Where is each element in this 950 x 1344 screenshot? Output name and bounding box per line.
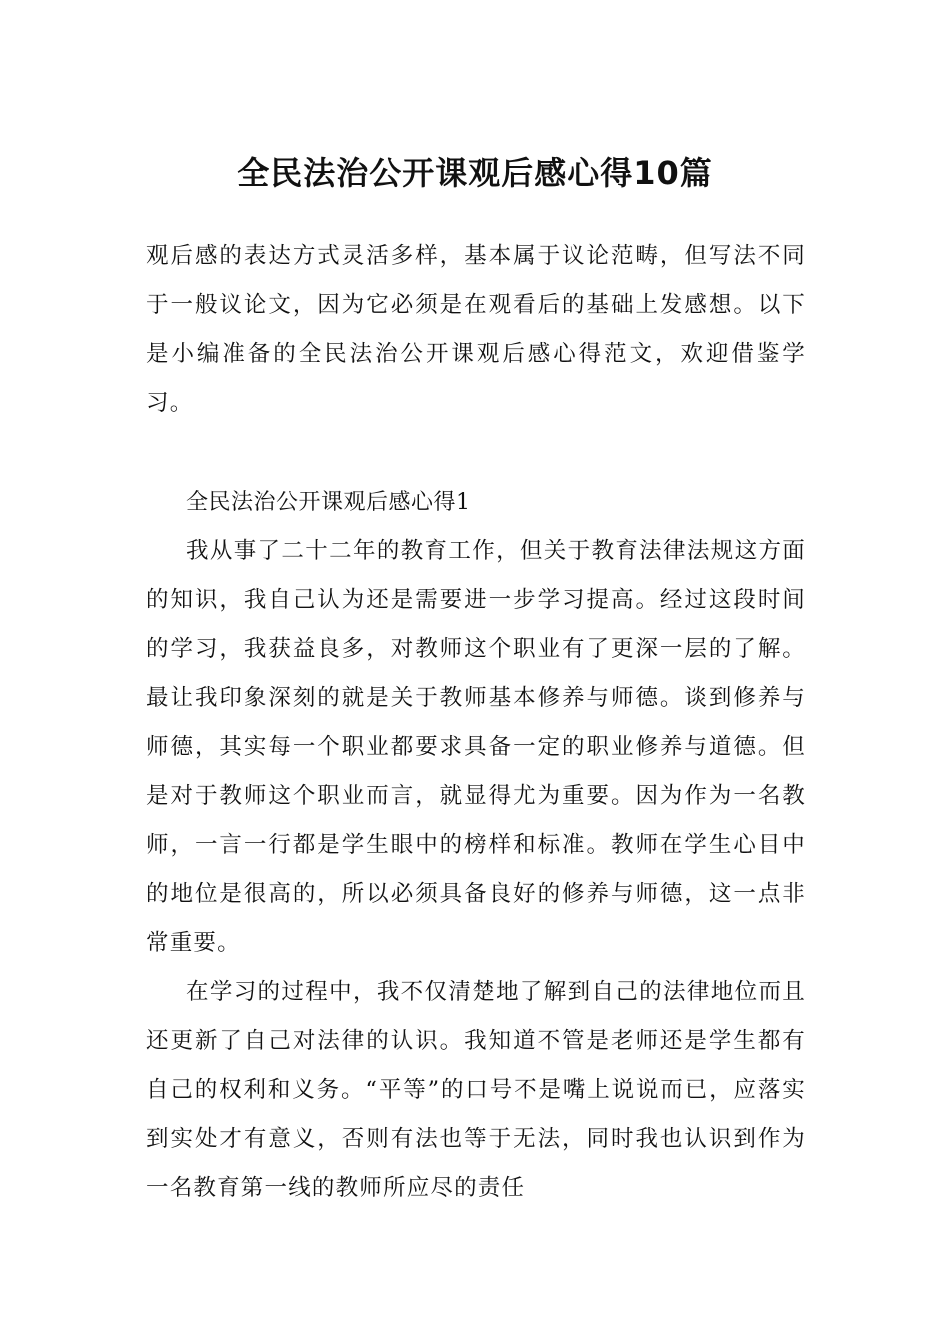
body-paragraph: 在学习的过程中，我不仅清楚地了解到自己的法律地位而且还更新了自己对法律的认识。我知道不管是老师还是学生都有自己的权利和义务。“平等”的口号不是嘴上说说而已，应落实到实处才有意义，否则有法也等于无法，同时我也认识到作为一名教育第一线的教师所应尽的责任: [146, 979, 806, 1201]
section-heading: 全民法治公开课观后感心得1: [186, 490, 471, 515]
intro-paragraph: 观后感的表达方式灵活多样，基本属于议论范畴，但写法不同于一般议论文，因为它必须是在观看后的基础上发感想。以下是小编准备的全民法治公开课观后感心得范文，欢迎借鉴学习。: [146, 243, 806, 416]
document-title: 全民法治公开课观后感心得10篇: [237, 154, 713, 193]
body-paragraph: 我从事了二十二年的教育工作，但关于教育法律法规这方面的知识，我自己认为还是需要进一步学习提高。经过这段时间的学习，我获益良多，对教师这个职业有了更深一层的了解。最让我印象深刻的就是关于教师基本修养与师德。谈到修养与师德，其实每一个职业都要求具备一定的职业修养与道德。但是对于教师这个职业而言，就显得尤为重要。因为作为一名教师，一言一行都是学生眼中的榜样和标准。教师在学生心目中的地位是很高的，所以必须具备良好的修养与师德，这一点非常重要。: [146, 538, 806, 956]
